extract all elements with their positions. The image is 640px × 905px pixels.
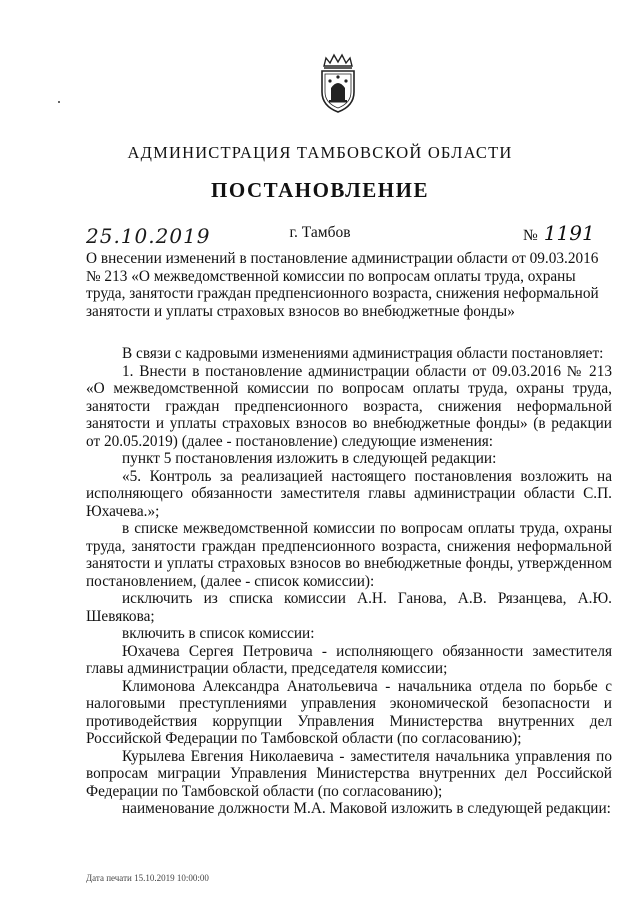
- print-date: Дата печати 15.10.2019 10:00:00: [86, 873, 209, 883]
- document-city: г. Тамбов: [289, 224, 351, 241]
- paragraph: Юхачева Сергея Петровича - исполняющего обязанности заместителя главы администрации области, председателя комиссии;: [86, 642, 612, 677]
- paragraph: Курылева Евгения Николаевича - заместителя начальника управления по вопросам миграции Управления Министерства внутренних дел Российской Федерации по Тамбовской области (по согласованию);: [86, 747, 612, 800]
- document-date: 25.10.2019: [86, 224, 211, 248]
- paragraph: 1. Внести в постановление администрации области от 09.03.2016 № 213 «О межведомственной комиссии по вопросам оплаты труда, охраны труда, занятости граждан предпенсионного возраста, снижения неформальной занятости и уплаты страховых взносов во внебюджетные фонды» (в редакции от 20.05.2019) (далее - постановление) следующие изменения:: [86, 362, 612, 450]
- organization-name: АДМИНИСТРАЦИЯ ТАМБОВСКОЙ ОБЛАСТИ: [127, 143, 513, 162]
- paragraph: «5. Контроль за реализацией настоящего постановления возложить на исполняющего обязанности заместителя главы администрации области С.П. Юхачева.»;: [86, 467, 612, 520]
- paragraph: наименование должности М.А. Маковой изложить в следующей редакции:: [122, 800, 611, 817]
- coat-of-arms-icon: [316, 52, 360, 114]
- paragraph: включить в список комиссии:: [122, 625, 315, 642]
- paragraph: В связи с кадровыми изменениями администрация области постановляет:: [122, 345, 604, 362]
- paragraph: пункт 5 постановления изложить в следующей редакции:: [122, 450, 497, 467]
- paragraph: исключить из списка комиссии А.Н. Ганова, А.В. Рязанцева, А.Ю. Шевякова;: [86, 590, 612, 625]
- document-number: [523, 221, 595, 245]
- document-title: О внесении изменений в постановление администрации области от 09.03.2016 № 213 «О межведомственной комиссии по вопросам оплаты труда, охраны труда, занятости граждан предпенсионного возраста, снижения неформальной занятости и уплаты страховых взносов во внебюджетные фонды»: [86, 250, 599, 320]
- scan-mark: [58, 101, 60, 103]
- number-value: 1191: [543, 221, 595, 245]
- document-type-heading: ПОСТАНОВЛЕНИЕ: [211, 178, 429, 202]
- document-body: [86, 345, 612, 818]
- number-label: №: [523, 227, 538, 244]
- paragraph: в списке межведомственной комиссии по вопросам оплаты труда, охраны труда, занятости граждан предпенсионного возраста, снижения неформальной занятости и уплаты страховых взносов во внебюджетные фонды, утвержденном постановлением, (далее - список комиссии):: [86, 520, 612, 590]
- paragraph: Климонова Александра Анатольевича - начальника отдела по борьбе с налоговыми преступлениями управления экономической безопасности и противодействия коррупции Управления Министерства внутренних дел Российской Федерации по Тамбовской области (по согласованию);: [86, 677, 612, 747]
